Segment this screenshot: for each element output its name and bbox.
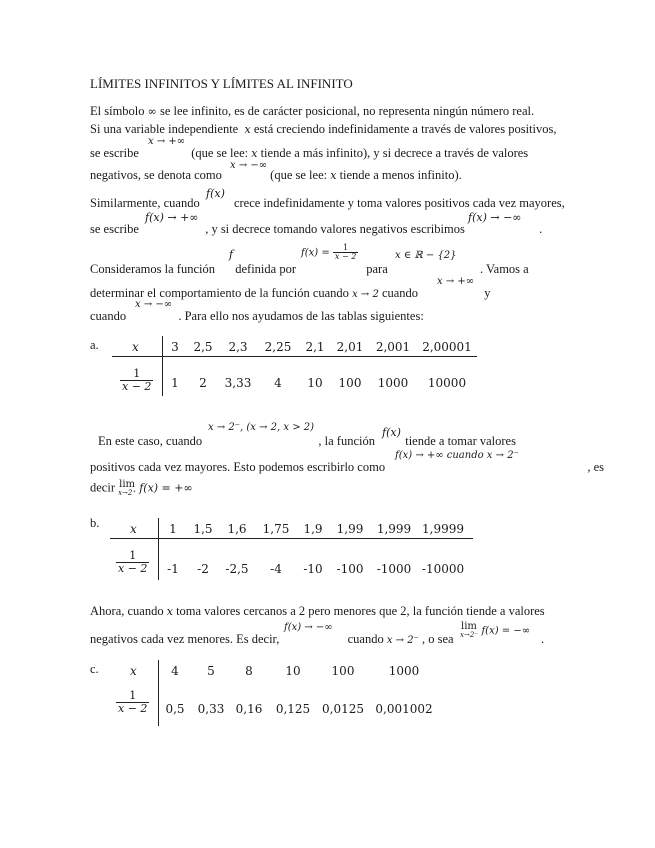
text: para <box>366 262 388 276</box>
table-c-x-cell: 1000 <box>388 664 420 678</box>
table-a-f-cell: 10000 <box>427 376 467 390</box>
text: toma valores cercanos a 2 pero menores que 2, la función tiende a valores <box>176 604 545 618</box>
table-c-f-cell: 0,125 <box>275 702 311 716</box>
paragraph-4-line-3 <box>90 480 193 497</box>
table-b-f-cell: -2,5 <box>225 562 249 576</box>
text: , y si decrece tomando valores negativos escribimos <box>205 222 465 236</box>
math-x-to-plus-infinity: x → +∞ <box>148 136 186 147</box>
fraction-one-over-x-minus-2 <box>116 690 149 714</box>
table-a-x-header: x <box>132 340 139 354</box>
table-c-f-cell: 0,0125 <box>322 702 364 716</box>
fraction-numerator: 1 <box>116 550 149 563</box>
table-a-x-cell: 2,3 <box>228 340 248 354</box>
table-a-label: a. <box>90 338 99 352</box>
text: decir <box>90 480 115 495</box>
table-c-f-cell: 0,5 <box>165 702 185 716</box>
text: Si una variable independiente <box>90 122 239 136</box>
table-b-fraction-header <box>116 550 149 574</box>
table-b-f-cell: -4 <box>270 562 282 576</box>
table-a-f-cell: 100 <box>338 376 362 390</box>
lim-word: lim <box>119 479 136 490</box>
text: En este caso, cuando <box>98 434 203 448</box>
text: positivos cada vez mayores. Esto podemos escribirlo como <box>90 460 386 474</box>
text: se escribe <box>90 146 139 160</box>
fraction-one-over-x-minus-2 <box>333 244 358 262</box>
text: (que se lee: <box>270 168 328 182</box>
text: determinar el comportamiento de la función cuando <box>90 286 349 300</box>
text: , la función <box>318 434 375 448</box>
text: , es <box>587 460 604 474</box>
fraction-numerator: 1 <box>120 368 153 381</box>
math-x: x <box>166 605 173 618</box>
table-a-x-cell: 3 <box>171 340 179 354</box>
table-a-f-cell: 4 <box>274 376 282 390</box>
text: . Vamos a <box>480 262 529 276</box>
paragraph-4-line-1 <box>98 434 516 449</box>
paragraph-3-line-1 <box>90 262 529 277</box>
paragraph-4-line-2 <box>90 460 604 475</box>
table-a-x-cell: 2,25 <box>264 340 292 354</box>
table-b-x-cell: 1,9 <box>303 522 323 536</box>
text: Consideramos la función <box>90 262 215 276</box>
text: Ahora, cuando <box>90 604 164 618</box>
paragraph-1-line-1 <box>90 104 534 119</box>
table-b-horizontal-rule <box>110 538 473 539</box>
table-c-f-cell: 0,001002 <box>375 702 433 716</box>
table-b-x-header: x <box>130 522 137 536</box>
text: negativos cada vez menores. Es decir, <box>90 632 280 646</box>
math-fx: f(x) <box>382 426 401 439</box>
table-b-f-cell: -1000 <box>376 562 412 576</box>
paragraph-3-line-3 <box>90 309 424 324</box>
infinity-symbol: ∞ <box>147 105 157 118</box>
table-a-x-cell: 2,00001 <box>422 340 472 354</box>
period: . <box>541 632 545 646</box>
paragraph-2-line-2 <box>90 222 542 237</box>
table-b-x-cell: 1,6 <box>227 522 247 536</box>
fraction-one-over-x-minus-2 <box>120 368 153 392</box>
table-b-f-cell: -10000 <box>421 562 465 576</box>
math-f: f <box>229 248 234 261</box>
function-definition <box>301 244 358 262</box>
paragraph-5-line-2 <box>90 632 454 647</box>
text: . Para ello nos ayudamos de las tablas siguientes: <box>178 309 424 323</box>
text: tiende a más infinito), y si decrece a través de valores <box>260 146 529 160</box>
table-a-f-cell: 2 <box>199 376 207 390</box>
text: tiende a tomar valores <box>405 434 516 448</box>
table-c-x-cell: 10 <box>285 664 301 678</box>
math-x-to-2-minus: x → 2⁻ <box>386 635 419 646</box>
math-x-to-plus-infinity: x → +∞ <box>437 276 475 287</box>
table-a-fraction-header <box>120 368 153 392</box>
fraction-denominator: x − 2 <box>118 701 148 715</box>
text: está creciendo indefinidamente a través de valores positivos, <box>253 122 557 136</box>
table-a-f-cell: 1 <box>171 376 179 390</box>
math-x: x <box>244 123 251 136</box>
math-fx-to-plus-infinity-when: f(x) → +∞ cuando x → 2⁻ <box>395 450 519 461</box>
fraction-numerator: 1 <box>333 244 358 253</box>
table-c-f-cell: 0,33 <box>197 702 225 716</box>
page-title: LÍMITES INFINITOS Y LÍMITES AL INFINITO <box>90 76 353 91</box>
paragraph-1-line-3 <box>90 146 528 161</box>
math-x-to-minus-infinity: x → −∞ <box>135 299 173 310</box>
fraction-denominator: x − 2 <box>118 561 148 575</box>
paragraph-2-line-1 <box>90 196 565 211</box>
table-b-vertical-rule <box>158 518 159 580</box>
table-b-x-cell: 1,9999 <box>422 522 464 536</box>
table-a-x-cell: 2,5 <box>193 340 213 354</box>
table-c-x-cell: 4 <box>171 664 179 678</box>
table-b-f-cell: -100 <box>336 562 364 576</box>
limit-operator <box>460 622 478 639</box>
table-a-f-cell: 1000 <box>377 376 409 390</box>
table-c-vertical-rule <box>158 660 159 726</box>
limit-expression <box>460 622 530 639</box>
table-a-x-cell: 2,001 <box>375 340 411 354</box>
text: definida por <box>235 262 296 276</box>
table-b-f-cell: -10 <box>303 562 323 576</box>
lim-word: lim <box>461 621 477 632</box>
table-a-f-cell: 3,33 <box>224 376 252 390</box>
math-x: x <box>251 147 258 160</box>
text: cuando <box>347 632 384 646</box>
text: cuando <box>381 286 419 300</box>
table-c-x-cell: 100 <box>331 664 355 678</box>
text: Similarmente, cuando <box>90 196 200 210</box>
table-c-x-cell: 5 <box>207 664 215 678</box>
text: se escribe <box>90 222 139 236</box>
table-a-f-cell: 10 <box>307 376 323 390</box>
table-b-x-cell: 1,75 <box>262 522 290 536</box>
limit-value: f(x) = −∞ <box>481 625 531 637</box>
math-fx-to-minus-infinity: f(x) → −∞ <box>284 622 333 633</box>
table-c-x-header: x <box>130 664 137 678</box>
text: cuando <box>90 309 127 323</box>
math-x-to-2: x → 2 <box>352 289 379 300</box>
text: , o sea <box>422 632 454 646</box>
table-c-x-cell: 8 <box>245 664 253 678</box>
paragraph-1-line-4 <box>90 168 462 183</box>
fraction-denominator: x − 2 <box>122 379 152 393</box>
math-x-to-minus-infinity: x → −∞ <box>230 160 268 171</box>
table-c-label: c. <box>90 662 99 676</box>
math-x: x <box>330 169 337 182</box>
limit-value: f(x) = +∞ <box>139 481 193 495</box>
fraction-denominator: x − 2 <box>334 252 357 262</box>
text: y <box>484 286 491 300</box>
table-a-vertical-rule <box>162 336 163 396</box>
table-b-x-cell: 1,5 <box>193 522 213 536</box>
paragraph-5-line-1 <box>90 604 545 619</box>
text: (que se lee: <box>191 146 249 160</box>
text: El símbolo <box>90 104 145 118</box>
lim-subscript: x→2⁺ <box>118 489 137 497</box>
text: . <box>539 222 543 236</box>
math-fx-to-minus-infinity: f(x) → −∞ <box>468 211 522 224</box>
paragraph-1-line-2 <box>90 122 556 137</box>
table-b-f-cell: -2 <box>197 562 209 576</box>
text: se lee infinito, es de carácter posicional, no representa ningún número real. <box>159 104 535 118</box>
table-c-f-cell: 0,16 <box>235 702 263 716</box>
table-a-x-cell: 2,01 <box>336 340 364 354</box>
math-fx-to-plus-infinity: f(x) → +∞ <box>145 211 199 224</box>
math-domain: x ∈ ℝ − {2} <box>395 250 457 261</box>
math-fx: f(x) <box>206 187 225 200</box>
text: crece indefinidamente y toma valores positivos cada vez mayores, <box>233 196 565 210</box>
table-b-label: b. <box>90 516 100 530</box>
table-a-x-cell: 2,1 <box>305 340 325 354</box>
table-b-x-cell: 1,999 <box>376 522 412 536</box>
math-fx-equals: f(x) = <box>301 247 330 259</box>
text: negativos, se denota como <box>90 168 222 182</box>
limit-expression <box>118 480 136 497</box>
table-c-fraction-header <box>116 690 149 714</box>
math-condition: x → 2⁻, (x → 2, x > 2) <box>208 422 315 433</box>
fraction-numerator: 1 <box>116 690 149 703</box>
fraction-one-over-x-minus-2 <box>116 550 149 574</box>
lim-subscript: x→2⁻ <box>460 631 478 639</box>
table-b-f-cell: -1 <box>167 562 179 576</box>
table-b-x-cell: 1 <box>169 522 177 536</box>
table-a-horizontal-rule <box>112 356 477 357</box>
table-b-x-cell: 1,99 <box>336 522 364 536</box>
text: tiende a menos infinito). <box>339 168 462 182</box>
